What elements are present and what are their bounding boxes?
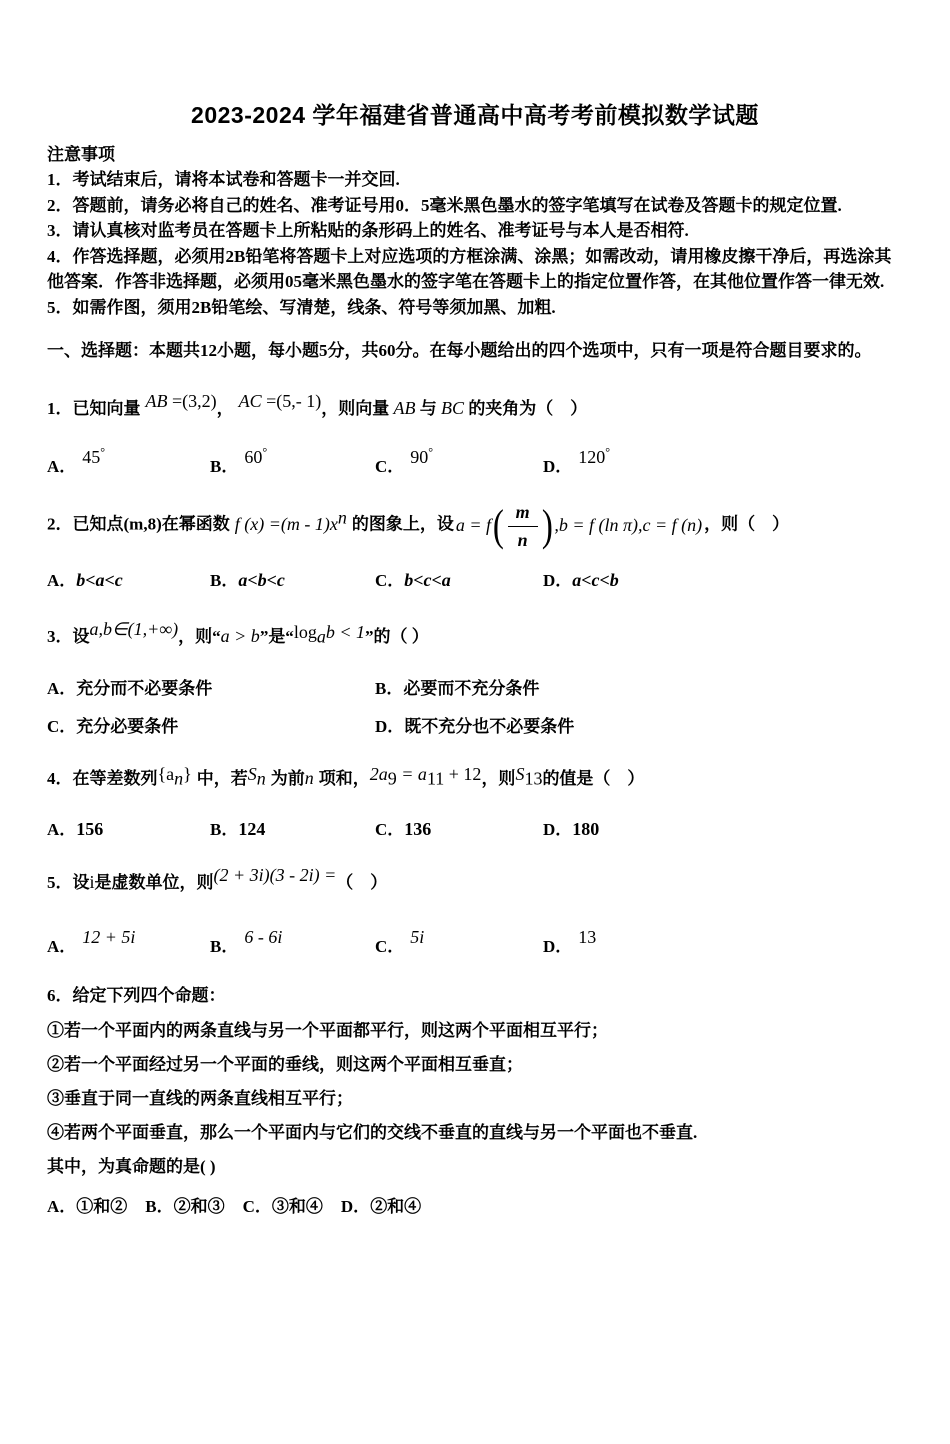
q4-text-prefix: 4．在等差数列 — [47, 768, 158, 788]
exam-page — [0, 100, 950, 1217]
q6-conclusion: 其中，为真命题的是( ) — [47, 1157, 216, 1177]
q3-text-suffix: ”的（ ） — [364, 627, 429, 647]
notice-item-4: 4．作答选择题，必须用2B铅笔将答题卡上对应选项的方框涂满、涂黑；如需改动，请用橡皮擦干净后，再选涂其他答案．作答非选择题，必须用05毫米黑色墨水的签字笔在答题卡上的指定位置作答，在其他位置作答一律无效. — [47, 246, 892, 291]
q4-text-mid2: 为前 — [270, 768, 305, 788]
q5-option-b: B． 6 - 6i — [210, 927, 283, 957]
q2-option-c: C．b<c<a — [375, 570, 451, 591]
q3-log-formula: $\log_ab < 1$ — [293, 622, 365, 647]
question-4 — [47, 759, 903, 840]
q5-option-d: D． 13 — [543, 927, 597, 957]
q1-option-c: C． 90° — [375, 445, 434, 476]
q2-text-prefix: 2．已知点(m,8)在幂函数 — [47, 514, 230, 534]
q6-proposition-4: ④若两个平面垂直，那么一个平面内与它们的交线不垂直的直线与另一个平面也不垂直. — [47, 1123, 698, 1143]
q1-comma: ， — [216, 399, 234, 418]
q6-option-b: B．②和③ — [145, 1197, 225, 1217]
q4-s13: $S_{13}$ — [515, 763, 543, 789]
notice-section — [47, 142, 903, 320]
q1-text-prefix: 1．已知向量 — [47, 399, 141, 418]
q1-vector-ab: AB — [393, 398, 416, 418]
q2-text-suffix: ，则（ ） — [704, 514, 790, 534]
q4-text-mid4: ，则 — [481, 768, 516, 788]
degree-sup: ° — [428, 445, 434, 459]
q4-option-a: A．156 — [47, 819, 104, 840]
q4-text-suffix: 的值是（ ） — [542, 768, 645, 788]
q4-equation: $2a_9 = a_{11} + 12$ — [369, 763, 482, 789]
degree-sup: ° — [100, 445, 106, 459]
q5-option-a: A． 12 + 5i — [47, 927, 136, 957]
q5-text-mid: 是虚数单位，则 — [94, 873, 214, 893]
question-1 — [47, 388, 903, 477]
q5-text-suffix: （ ） — [336, 873, 388, 893]
q4-sequence-an: $\{a_n\}$ — [157, 763, 192, 789]
q3-domain-formula: a,b∈(1,+∞) — [89, 619, 179, 640]
q1-formula-ab: AB =(3,2) — [145, 391, 217, 411]
question-5-options — [47, 921, 903, 957]
exam-title: 2023-2024 学年福建省普通高中高考考前模拟数学试题 — [191, 102, 759, 128]
notice-heading: 注意事项 — [47, 145, 115, 164]
q6-proposition-1: ①若一个平面内的两条直线与另一个平面都平行，则这两个平面相互平行； — [47, 1021, 608, 1041]
q4-n: n — [304, 767, 314, 788]
q3-text-mid1: ，则“ — [178, 627, 221, 647]
notice-item-3: 3．请认真核对监考员在答题卡上所粘贴的条形码上的姓名、准考证号与本人是否相符. — [47, 221, 689, 240]
q6-option-c: C．③和④ — [242, 1197, 323, 1217]
degree-sup: ° — [605, 445, 611, 459]
q4-text-mid3: 项和， — [318, 768, 370, 788]
degree-sup: ° — [262, 445, 268, 459]
question-1-stem — [47, 388, 903, 429]
question-4-options — [47, 815, 903, 840]
question-5 — [47, 862, 903, 957]
question-3-stem — [47, 617, 903, 659]
q3-text-mid2: ”是“ — [259, 627, 294, 647]
question-3 — [47, 617, 903, 736]
q3-option-c: C．充分必要条件 — [47, 716, 179, 736]
q5-text-prefix: 5．设 — [47, 873, 90, 893]
q5-option-c: C． 5i — [375, 927, 425, 957]
question-4-stem — [47, 759, 903, 801]
q1-text-suffix: 的夹角为（ ） — [464, 399, 588, 418]
q2-option-d: D．a<c<b — [543, 570, 619, 591]
notice-item-1: 1．考试结束后，请将本试卷和答题卡一并交回. — [47, 170, 400, 189]
question-5-stem — [47, 862, 903, 903]
question-6-options — [47, 1192, 903, 1217]
q1-text-conj: 与 — [415, 399, 442, 418]
q1-option-a: A． 45° — [47, 445, 106, 476]
q3-text-prefix: 3．设 — [47, 627, 90, 647]
notice-item-5: 5．如需作图，须用2B铅笔绘、写清楚，线条、符号等须加黑、加粗. — [47, 297, 556, 317]
q5-imaginary-unit: i — [89, 872, 95, 893]
q4-option-b: B．124 — [210, 819, 266, 840]
question-2-stem — [47, 501, 903, 550]
left-paren: ( — [492, 500, 504, 550]
question-2 — [47, 501, 903, 591]
q4-sn: $S_n$ — [247, 763, 266, 789]
right-paren: ) — [541, 500, 553, 550]
section-heading: 一、选择题：本题共12小题，每小题5分，共60分。在每小题给出的四个选项中，只有一项是符合题目要求的。 — [47, 341, 872, 360]
q4-option-c: C．136 — [375, 819, 432, 840]
notice-item-2: 2．答题前，请务必将自己的姓名、准考证号用0．5毫米黑色墨水的签字笔填写在试卷及答题卡的规定位置. — [47, 195, 842, 215]
q6-proposition-3: ③垂直于同一直线的两条直线相互平行； — [47, 1089, 353, 1109]
q3-option-b: B．必要而不充分条件 — [375, 678, 540, 698]
q6-option-a: A．①和② — [47, 1197, 128, 1217]
q1-vector-bc: BC — [441, 398, 465, 418]
question-2-options — [47, 566, 903, 591]
q2-abc-formula: a = f ( $\frac{m}{n}$ ) ,b = f (ln π),c = f (n) — [455, 500, 703, 550]
q5-product-formula: (2 + 3i)(3 - 2i) = — [213, 865, 337, 886]
q4-option-d: D．180 — [543, 819, 600, 840]
question-3-options-row1 — [47, 674, 903, 699]
q3-a-gt-b: a > b — [220, 626, 260, 647]
q1-text-mid: ，则向量 — [321, 399, 394, 418]
q1-option-b: B． 60° — [210, 445, 268, 476]
question-6-stem: 6．给定下列四个命题： — [47, 986, 226, 1006]
q1-formula-ac: AC =(5,- 1) — [238, 391, 322, 411]
fraction-m-over-n: $\frac{m}{n}$ — [508, 501, 538, 550]
question-1-options — [47, 443, 903, 477]
q3-option-a: A．充分而不必要条件 — [47, 678, 213, 698]
question-3-options-row2 — [47, 712, 903, 737]
q2-option-b: B．a<b<c — [210, 570, 285, 591]
q6-proposition-2: ②若一个平面经过另一个平面的垂线，则这两个平面相互垂直； — [47, 1055, 523, 1075]
q2-option-a: A．b<a<c — [47, 570, 123, 591]
q2-power-function: f $(x) =(m - 1)x^n$ — [234, 506, 347, 534]
q2-text-mid: 的图象上，设 — [351, 514, 454, 534]
q3-option-d: D．既不充分也不必要条件 — [375, 716, 575, 736]
q6-option-d: D．②和④ — [340, 1197, 422, 1217]
question-6 — [47, 983, 903, 1217]
q4-text-mid1: 中，若 — [196, 768, 248, 788]
q1-option-d: D． 120° — [543, 445, 611, 476]
